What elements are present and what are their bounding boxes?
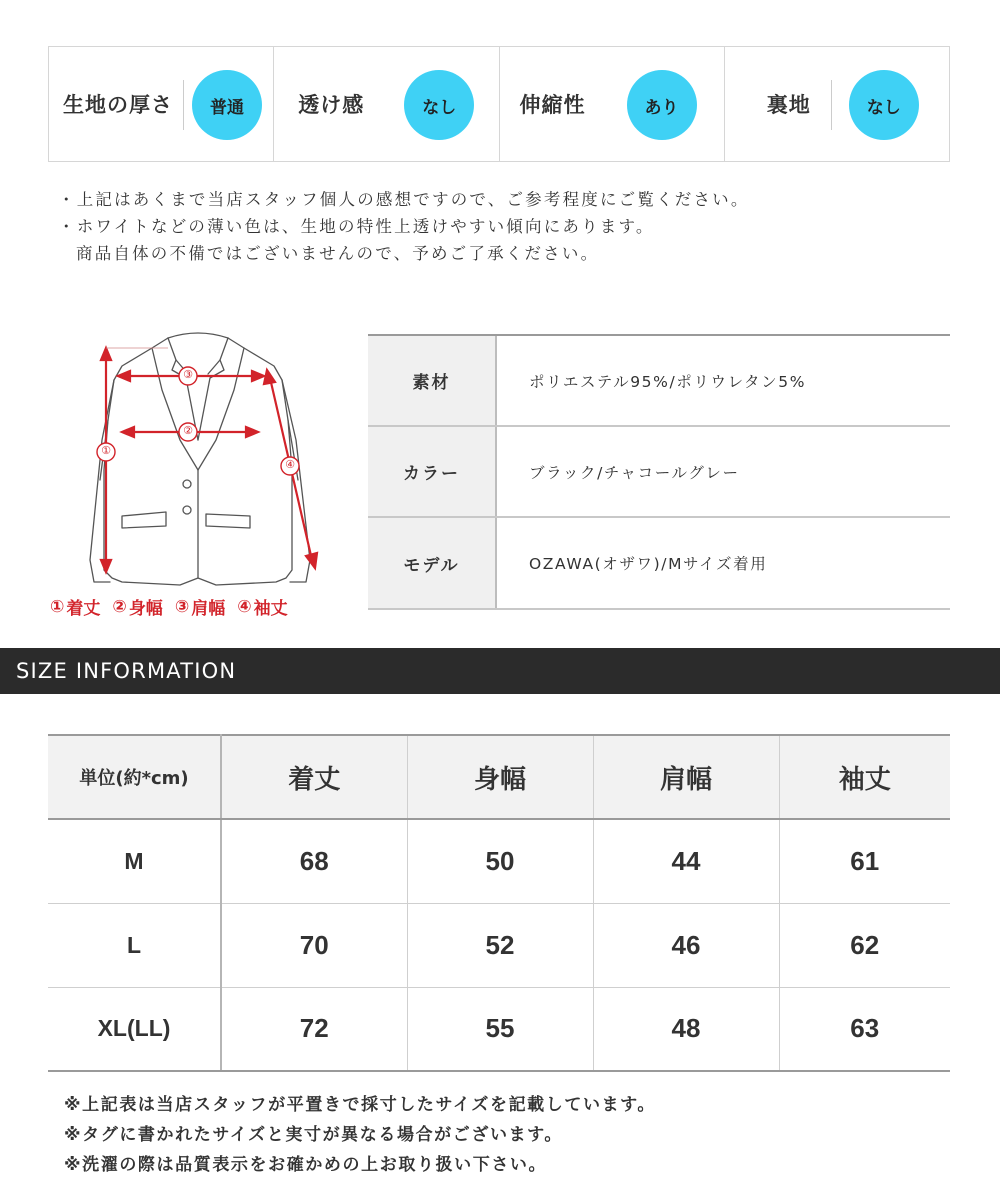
attr-badge: なし: [849, 70, 919, 140]
legend-label: 袖丈: [253, 599, 288, 619]
marker-shoulder: ③: [183, 368, 193, 381]
size-label: L: [48, 903, 221, 987]
attr-divider: [831, 80, 832, 130]
size-cell: 62: [779, 903, 950, 987]
legend-width: [112, 594, 162, 619]
note-line: ・上記はあくまで当店スタッフ個人の感想ですので、ご参考程度にご覧ください。: [58, 190, 750, 209]
footnote-line: ※上記表は当店スタッフが平置きで採寸したサイズを記載しています。: [64, 1095, 657, 1115]
legend-label: 肩幅: [191, 599, 226, 619]
legend-number: ③: [174, 596, 190, 617]
attr-badge: 普通: [192, 70, 262, 140]
attribute-notes: [58, 186, 750, 267]
footnote-line: ※タグに書かれたサイズと実寸が異なる場合がございます。: [64, 1125, 564, 1145]
size-cell: 50: [407, 819, 593, 903]
column-header: 肩幅: [593, 735, 779, 819]
attr-label: 生地の厚さ: [63, 93, 173, 117]
size-footnotes: [64, 1090, 656, 1180]
column-header: 袖丈: [779, 735, 950, 819]
marker-sleeve: ④: [285, 458, 295, 471]
spec-value: OZAWA(オザワ)/Mサイズ着用: [529, 555, 768, 573]
fabric-attributes-bar: [48, 46, 950, 162]
footnote-line: ※洗濯の際は品質表示をお確かめの上お取り扱い下さい。: [64, 1155, 548, 1175]
size-cell: 52: [407, 903, 593, 987]
legend-length: [50, 594, 100, 619]
attr-badge: なし: [404, 70, 474, 140]
size-cell: 70: [221, 903, 407, 987]
table-row: [48, 819, 950, 903]
attr-label: 透け感: [298, 93, 365, 117]
size-cell: 68: [221, 819, 407, 903]
attr-label: 裏地: [766, 93, 811, 117]
product-spec-table: [368, 334, 950, 610]
size-cell: 55: [407, 987, 593, 1071]
legend-shoulder: [175, 594, 225, 619]
marker-width: ②: [183, 424, 193, 437]
note-line: 商品自体の不備ではございませんので、予めご了承ください。: [76, 244, 600, 263]
size-cell: 63: [779, 987, 950, 1071]
size-cell: 61: [779, 819, 950, 903]
spec-row-material: [368, 336, 950, 427]
spec-label: モデル: [368, 518, 497, 608]
size-table: [48, 734, 950, 1072]
size-cell: 44: [593, 819, 779, 903]
size-cell: 48: [593, 987, 779, 1071]
column-header: 着丈: [221, 735, 407, 819]
attr-thickness: [49, 47, 274, 161]
spec-label: カラー: [368, 427, 497, 516]
attr-divider: [183, 80, 184, 130]
attr-lining: [725, 47, 949, 161]
attr-label: 伸縮性: [519, 93, 586, 117]
legend-label: 身幅: [128, 599, 163, 619]
jacket-measurement-diagram: [40, 320, 340, 620]
spec-label: 素材: [368, 336, 497, 425]
legend-number: ①: [50, 596, 65, 617]
column-header: 身幅: [407, 735, 593, 819]
unit-header: 単位(約*cm): [48, 735, 221, 819]
size-label: M: [48, 819, 221, 903]
table-row: [48, 987, 950, 1071]
table-row: [48, 903, 950, 987]
marker-length: ①: [101, 444, 111, 457]
measurement-legend: [50, 594, 288, 619]
size-cell: 72: [221, 987, 407, 1071]
attr-badge: あり: [627, 70, 697, 140]
attr-stretch: [500, 47, 725, 161]
size-information-header: SIZE INFORMATION: [0, 648, 1000, 694]
legend-sleeve: [237, 594, 287, 619]
attr-transparency: [274, 47, 499, 161]
size-table-header-row: [48, 735, 950, 819]
note-line: ・ホワイトなどの薄い色は、生地の特性上透けやすい傾向にあります。: [58, 217, 655, 236]
legend-number: ④: [237, 596, 252, 617]
legend-label: 着丈: [66, 599, 101, 619]
spec-value: ポリエステル95%/ポリウレタン5%: [529, 372, 807, 391]
size-label: XL(LL): [48, 987, 221, 1071]
spec-value: ブラック/チャコールグレー: [529, 463, 740, 482]
spec-row-color: [368, 427, 950, 518]
spec-row-model: [368, 518, 950, 608]
size-cell: 46: [593, 903, 779, 987]
legend-number: ②: [112, 596, 127, 617]
